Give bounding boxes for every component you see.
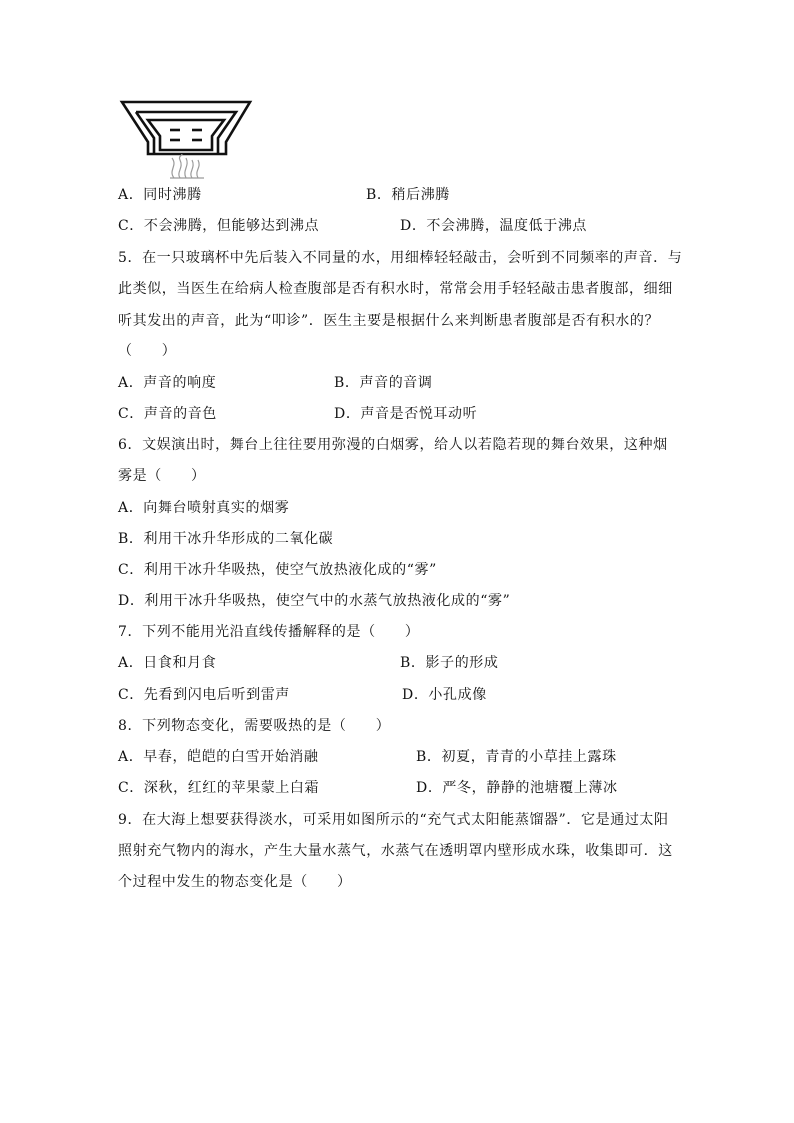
q6-stem-line-2: 雾是（ ） [118, 468, 206, 484]
q7-option-b: B．影子的形成 [400, 655, 499, 671]
q6-stem-line-1: 6．文娱演出时，舞台上往往要用弥漫的白烟雾，给人以若隐若现的舞台效果，这种烟 [118, 437, 668, 453]
q4-option-d: D．不会沸腾，温度低于沸点 [400, 218, 588, 234]
q8-option-row-2 [118, 778, 618, 798]
q8-option-d: D．严冬，静静的池塘覆上薄冰 [416, 780, 618, 796]
q7-option-d: D．小孔成像 [402, 687, 487, 703]
q5-option-b: B．声音的音调 [334, 375, 433, 391]
q9-stem-line-1: 9．在大海上想要获得淡水，可采用如图所示的“充气式太阳能蒸馏器”．它是通过太阳 [118, 812, 669, 828]
q4-option-c: C．不会沸腾，但能够达到沸点 [118, 218, 320, 234]
q6-option-d: D．利用干冰升华吸热，使空气中的水蒸气放热液化成的“雾” [118, 593, 511, 609]
q5-option-row-1 [118, 373, 433, 393]
q7-option-row-2 [118, 685, 487, 705]
q5-option-a: A．声音的响度 [118, 375, 217, 391]
q4-option-row-2 [118, 216, 588, 236]
q8-stem: 8．下列物态变化，需要吸热的是（ ） [118, 718, 391, 734]
q5-stem-line-1: 5．在一只玻璃杯中先后装入不同量的水，用细棒轻轻敲击，会听到不同频率的声音．与 [118, 250, 683, 266]
q5-stem-line-3: 听其发出的声音，此为“叩诊”．医生主要是根据什么来判断患者腹部是否有积水的？ [118, 313, 660, 329]
q5-option-c: C．声音的音色 [118, 406, 217, 422]
q5-option-d: D．声音是否悦耳动听 [334, 406, 478, 422]
q7-option-a: A．日食和月食 [118, 655, 217, 671]
q5-option-row-2 [118, 404, 478, 424]
q4-option-a: A．同时沸腾 [118, 187, 202, 203]
beaker-on-flame-figure [118, 98, 254, 180]
q7-option-row-1 [118, 653, 499, 673]
q8-option-a: A．早春，皑皑的白雪开始消融 [118, 749, 319, 765]
q7-stem: 7．下列不能用光沿直线传播解释的是（ ） [118, 624, 420, 640]
q8-option-c: C．深秋，红红的苹果蒙上白霜 [118, 780, 320, 796]
flame-icon [170, 154, 204, 178]
q8-option-row-1 [118, 747, 617, 767]
q9-stem-line-3: 个过程中发生的物态变化是（ ） [118, 874, 352, 890]
q5-stem-line-2: 此类似，当医生在给病人检查腹部是否有积水时，常常会用手轻轻敲击患者腹部，细细 [118, 281, 673, 297]
q8-option-b: B．初夏，青青的小草挂上露珠 [416, 749, 617, 765]
q4-option-row-1 [118, 185, 450, 205]
q6-option-a: A．向舞台喷射真实的烟雾 [118, 500, 290, 516]
q6-option-c: C．利用干冰升华吸热，使空气放热液化成的“雾” [118, 562, 437, 578]
q5-answer-blank: （ ） [118, 343, 177, 359]
q6-option-b: B．利用干冰升华形成的二氧化碳 [118, 531, 334, 547]
q9-stem-line-2: 照射充气物内的海水，产生大量水蒸气，水蒸气在透明罩内壁形成水珠，收集即可．这 [118, 843, 673, 859]
q4-option-b: B．稍后沸腾 [366, 187, 450, 203]
q7-option-c: C．先看到闪电后听到雷声 [118, 687, 290, 703]
